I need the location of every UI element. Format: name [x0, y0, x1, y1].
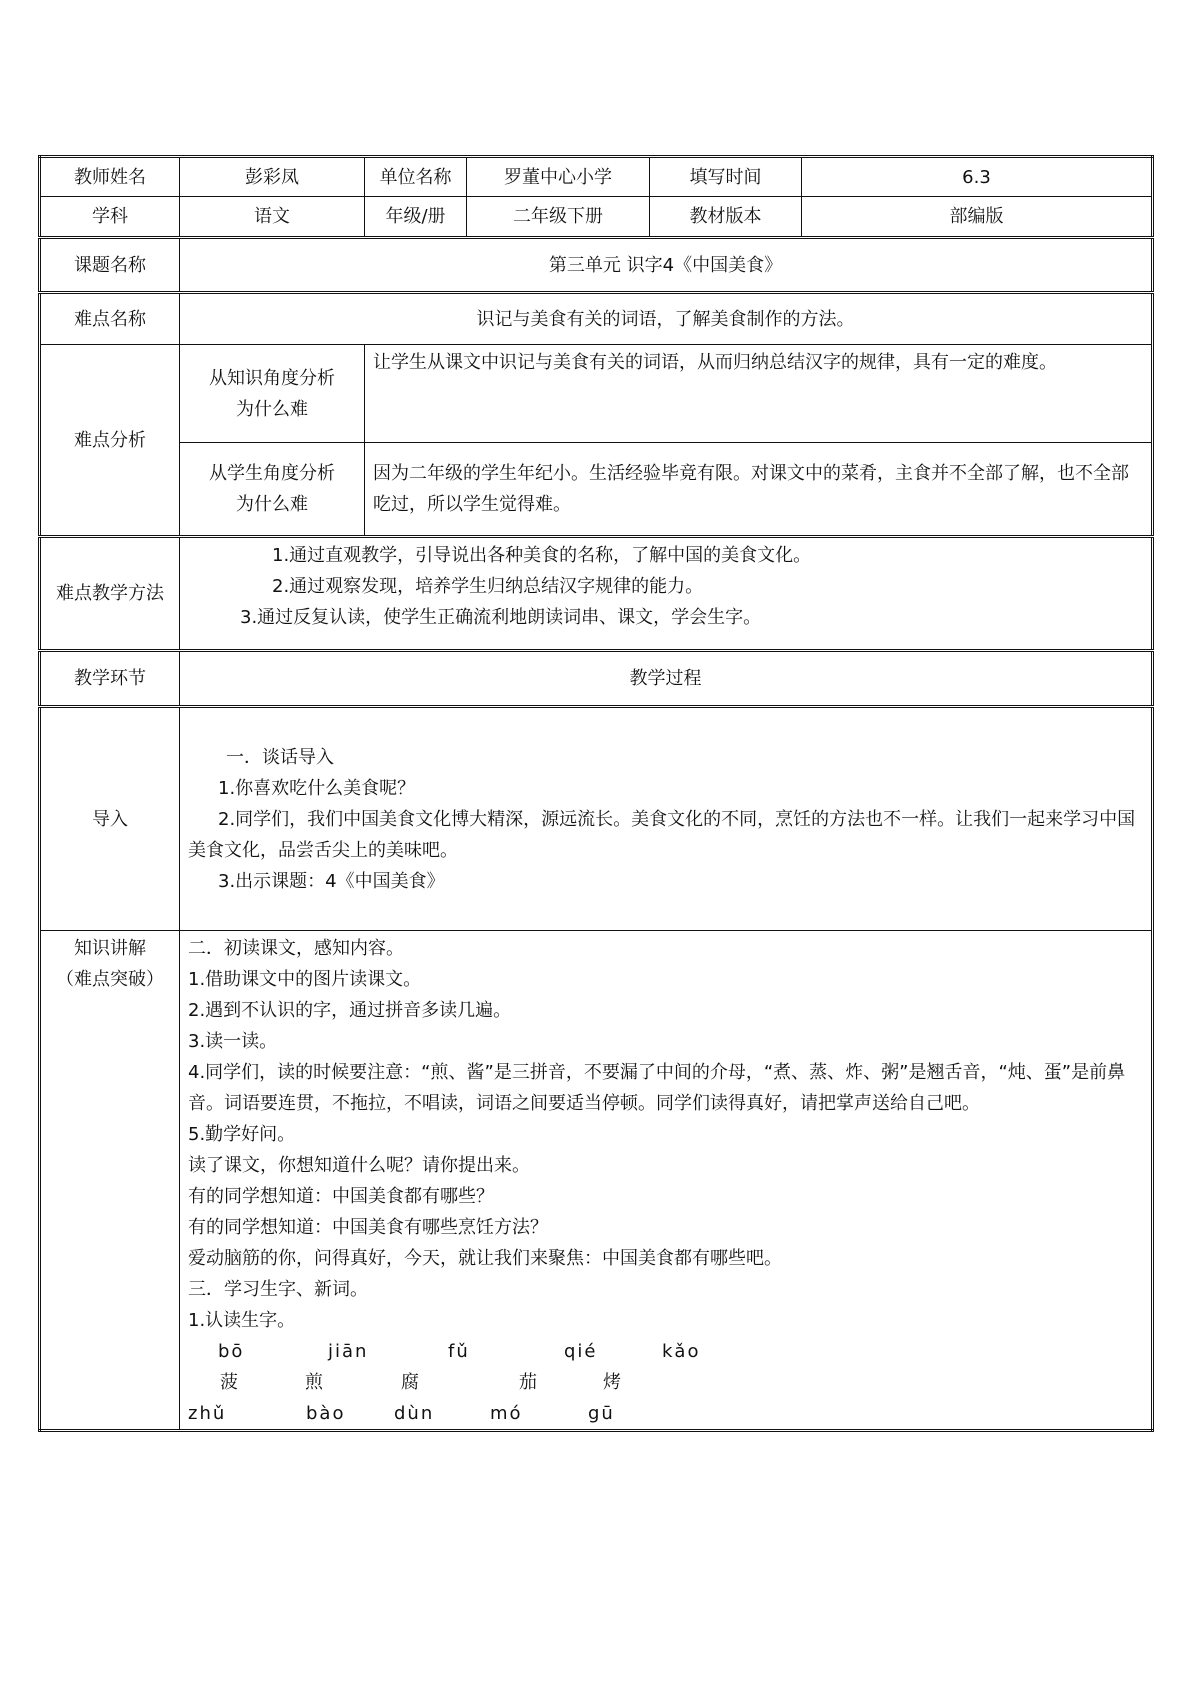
grade-label: 年级/册: [365, 197, 467, 238]
method-content: [180, 537, 1153, 651]
pinyin: zhǔ: [188, 1403, 227, 1424]
teacher-value: 彭彩凤: [180, 157, 365, 197]
unit-value: 罗董中心小学: [467, 157, 650, 197]
difficulty-row: [40, 293, 1153, 345]
difficulty-value: 识记与美食有关的词语，了解美食制作的方法。: [180, 293, 1153, 345]
edition-value: 部编版: [802, 197, 1153, 238]
knowledge-line: 1.借助课文中的图片读课文。: [188, 969, 422, 990]
method-line-3: 3.通过反复认读，使学生正确流利地朗读词串、课文，学会生字。: [240, 607, 762, 628]
grade-value: 二年级下册: [467, 197, 650, 238]
method-line-1: 1.通过直观教学，引导说出各种美食的名称，了解中国的美食文化。: [272, 545, 812, 566]
process-header: 教学过程: [180, 651, 1153, 707]
knowledge-line: 5.勤学好问。: [188, 1124, 296, 1145]
unit-label: 单位名称: [365, 157, 467, 197]
knowledge-label-line-1: 知识讲解: [74, 938, 146, 959]
intro-item-1: 1.你喜欢吃什么美食呢？: [218, 777, 416, 799]
pinyin: bào: [306, 1403, 346, 1424]
pinyin: kǎo: [662, 1341, 701, 1362]
method-row: [40, 537, 1153, 651]
info-row-2: [40, 197, 1153, 238]
lesson-plan-table: [38, 155, 1154, 1432]
knowledge-line: 读了课文，你想知道什么呢？请你提出来。: [188, 1155, 530, 1176]
student-angle-label: 从学生角度分析为什么难: [180, 443, 365, 537]
knowledge-row: [40, 931, 1153, 1431]
process-header-row: [40, 651, 1153, 707]
lesson-plan-sheet: [38, 155, 1151, 1432]
pinyin: qié: [564, 1341, 598, 1362]
method-label: 难点教学方法: [40, 537, 180, 651]
character: 煎: [305, 1372, 323, 1393]
method-line-2: 2.通过观察发现，培养学生归纳总结汉字规律的能力。: [272, 576, 704, 597]
pinyin: bō: [218, 1341, 245, 1362]
difficulty-label: 难点名称: [40, 293, 180, 345]
knowledge-line: 1.认读生字。: [188, 1310, 296, 1331]
knowledge-angle-text: 让学生从课文中识记与美食有关的词语，从而归纳总结汉字的规律，具有一定的难度。: [365, 345, 1153, 443]
knowledge-label-line-2: （难点突破）: [56, 969, 164, 990]
knowledge-line: 3.读一读。: [188, 1031, 278, 1052]
analysis-label: 难点分析: [40, 345, 180, 537]
topic-label: 课题名称: [40, 238, 180, 293]
intro-heading: 一．谈话导入: [226, 746, 334, 768]
knowledge-line: 二．初读课文，感知内容。: [188, 938, 404, 959]
character: 烤: [603, 1372, 621, 1393]
analysis-knowledge-row: [40, 345, 1153, 443]
edition-label: 教材版本: [650, 197, 802, 238]
subject-label: 学科: [40, 197, 180, 238]
teacher-label: 教师姓名: [40, 157, 180, 197]
info-row-1: [40, 157, 1153, 197]
knowledge-angle-label: 从知识角度分析为什么难: [180, 345, 365, 443]
knowledge-line: 三．学习生字、新词。: [188, 1279, 368, 1300]
knowledge-line: 有的同学想知道：中国美食有哪些烹饪方法？: [188, 1217, 548, 1238]
date-label: 填写时间: [650, 157, 802, 197]
pinyin-row-2: [188, 1398, 1143, 1429]
pinyin: fǔ: [448, 1341, 470, 1362]
knowledge-line: 爱动脑筋的你，问得真好，今天，就让我们来聚焦：中国美食都有哪些吧。: [188, 1248, 782, 1269]
subject-value: 语文: [180, 197, 365, 238]
character: 腐: [401, 1372, 419, 1393]
chars-row-1: [188, 1367, 1143, 1398]
topic-value: 第三单元 识字4《中国美食》: [180, 238, 1153, 293]
pinyin: dùn: [394, 1403, 435, 1424]
intro-label: 导入: [40, 707, 180, 931]
pinyin-row-1: [188, 1336, 1143, 1367]
knowledge-label: [40, 931, 180, 1431]
student-angle-text: 因为二年级的学生年纪小。生活经验毕竟有限。对课文中的菜肴，主食并不全部了解，也不全部吃过，所以学生觉得难。: [365, 443, 1153, 537]
intro-item-3: 3.出示课题：4《中国美食》: [218, 870, 445, 892]
date-value: 6.3: [802, 157, 1153, 197]
intro-content: [180, 707, 1153, 931]
pinyin: mó: [490, 1403, 523, 1424]
character: 菠: [220, 1372, 238, 1393]
intro-row: [40, 707, 1153, 931]
knowledge-line: 2.遇到不认识的字，通过拼音多读几遍。: [188, 1000, 512, 1021]
character: 茄: [519, 1372, 537, 1393]
topic-row: [40, 238, 1153, 293]
analysis-student-row: [40, 443, 1153, 537]
knowledge-content: [180, 931, 1153, 1431]
knowledge-line: 4.同学们，读的时候要注意：“煎、酱”是三拼音，不要漏了中间的介母，“煮、蒸、炸、粥”是翘舌音，“炖、蛋”是前鼻音。词语要连贯，不拖拉，不唱读，词语之间要适当停顿。同学们读得真好，请把掌声送给自己吧。: [188, 1062, 1126, 1114]
pinyin: jiān: [328, 1341, 369, 1362]
knowledge-line: 有的同学想知道：中国美食都有哪些？: [188, 1186, 494, 1207]
intro-item-2: 2.同学们，我们中国美食文化博大精深，源远流长。美食文化的不同，烹饪的方法也不一样。让我们一起来学习中国美食文化，品尝舌尖上的美味吧。: [188, 808, 1136, 861]
pinyin: gū: [588, 1403, 615, 1424]
stage-header: 教学环节: [40, 651, 180, 707]
